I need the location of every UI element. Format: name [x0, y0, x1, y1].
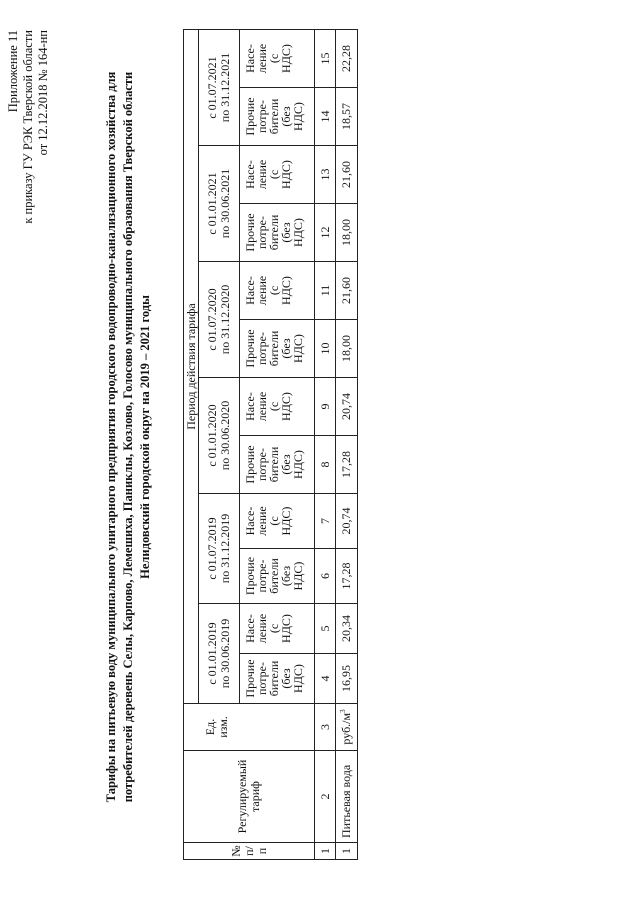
column-number: 1	[315, 843, 336, 860]
unit-text: руб./м	[339, 712, 353, 745]
unit-cell	[336, 704, 358, 751]
tariff-value: 18,00	[336, 204, 358, 262]
unit-superscript: 3	[339, 709, 347, 713]
header-population: Насе- ление (с НДС)	[240, 146, 315, 204]
tariff-value: 20,34	[336, 604, 358, 654]
tariff-value: 16,95	[336, 654, 358, 704]
header-population: Насе- ление (с НДС)	[240, 494, 315, 549]
column-number: 8	[315, 436, 336, 494]
header-other-consumers: Прочие потре- бители (без НДС)	[240, 204, 315, 262]
column-number: 5	[315, 604, 336, 654]
header-other-consumers: Прочие потре- бители (без НДС)	[240, 436, 315, 494]
column-number: 9	[315, 378, 336, 436]
header-row-period	[184, 30, 199, 860]
tariff-value: 17,28	[336, 436, 358, 494]
tariff-value: 18,00	[336, 320, 358, 378]
column-number: 12	[315, 204, 336, 262]
tariff-value: 20,74	[336, 494, 358, 549]
appendix-order-date: от 12.12.2018 № 164-нп	[36, 30, 50, 156]
period-1: с 01.01.2019 по 30.06.2019	[199, 604, 240, 704]
table-row	[336, 30, 358, 860]
tariff-value: 22,28	[336, 30, 358, 88]
column-number: 4	[315, 654, 336, 704]
header-tariff-period: Период действия тарифа	[184, 30, 199, 704]
column-number: 2	[315, 751, 336, 843]
column-number: 13	[315, 146, 336, 204]
column-number-row	[315, 30, 336, 860]
column-number: 14	[315, 88, 336, 146]
header-population: Насе- ление (с НДС)	[240, 30, 315, 88]
period-5: с 01.01.2021 по 30.06.2021	[199, 146, 240, 262]
tariff-name: Питьевая вода	[336, 751, 358, 843]
tariff-table	[183, 29, 358, 860]
header-row-number: № п/ п	[184, 843, 315, 860]
tariff-value: 21,60	[336, 146, 358, 204]
row-number: 1	[336, 843, 358, 860]
header-unit: Ед. изм.	[184, 704, 315, 751]
column-number: 7	[315, 494, 336, 549]
column-number: 3	[315, 704, 336, 751]
period-2: с 01.07.2019 по 31.12.2019	[199, 494, 240, 604]
header-regulated-tariff: Регулируемый тариф	[184, 751, 315, 843]
tariff-value: 17,28	[336, 549, 358, 604]
title-line-1: Тарифы на питьевую воду муниципального унитарного предприятия городского водопроводно-канализационного хозяйства для	[104, 71, 118, 803]
document-title	[103, 10, 154, 864]
tariff-value: 20,74	[336, 378, 358, 436]
appendix-order-ref: к приказу ГУ РЭК Тверской области	[21, 30, 35, 224]
header-other-consumers: Прочие потре- бители (без НДС)	[240, 654, 315, 704]
period-3: с 01.01.2020 по 30.06.2020	[199, 378, 240, 494]
appendix-label: Приложение 11	[6, 30, 20, 113]
header-population: Насе- ление (с НДС)	[240, 262, 315, 320]
header-other-consumers: Прочие потре- бители (без НДС)	[240, 88, 315, 146]
header-population: Насе- ление (с НДС)	[240, 604, 315, 654]
tariff-value: 18,57	[336, 88, 358, 146]
column-number: 6	[315, 549, 336, 604]
title-line-3: Нелидовский городской округ на 2019 – 2021 годы	[138, 295, 152, 579]
tariff-value: 21,60	[336, 262, 358, 320]
period-6: с 01.07.2021 по 31.12.2021	[199, 30, 240, 146]
title-line-2: потребителей деревень Селы, Карпово, Лемешиха, Паниклы, Козлово, Голосово муниципального образования Тверской области	[121, 71, 135, 803]
column-number: 11	[315, 262, 336, 320]
period-4: с 01.07.2020 по 31.12.2020	[199, 262, 240, 378]
column-number: 15	[315, 30, 336, 88]
header-other-consumers: Прочие потре- бители (без НДС)	[240, 549, 315, 604]
header-population: Насе- ление (с НДС)	[240, 378, 315, 436]
column-number: 10	[315, 320, 336, 378]
header-other-consumers: Прочие потре- бители (без НДС)	[240, 320, 315, 378]
